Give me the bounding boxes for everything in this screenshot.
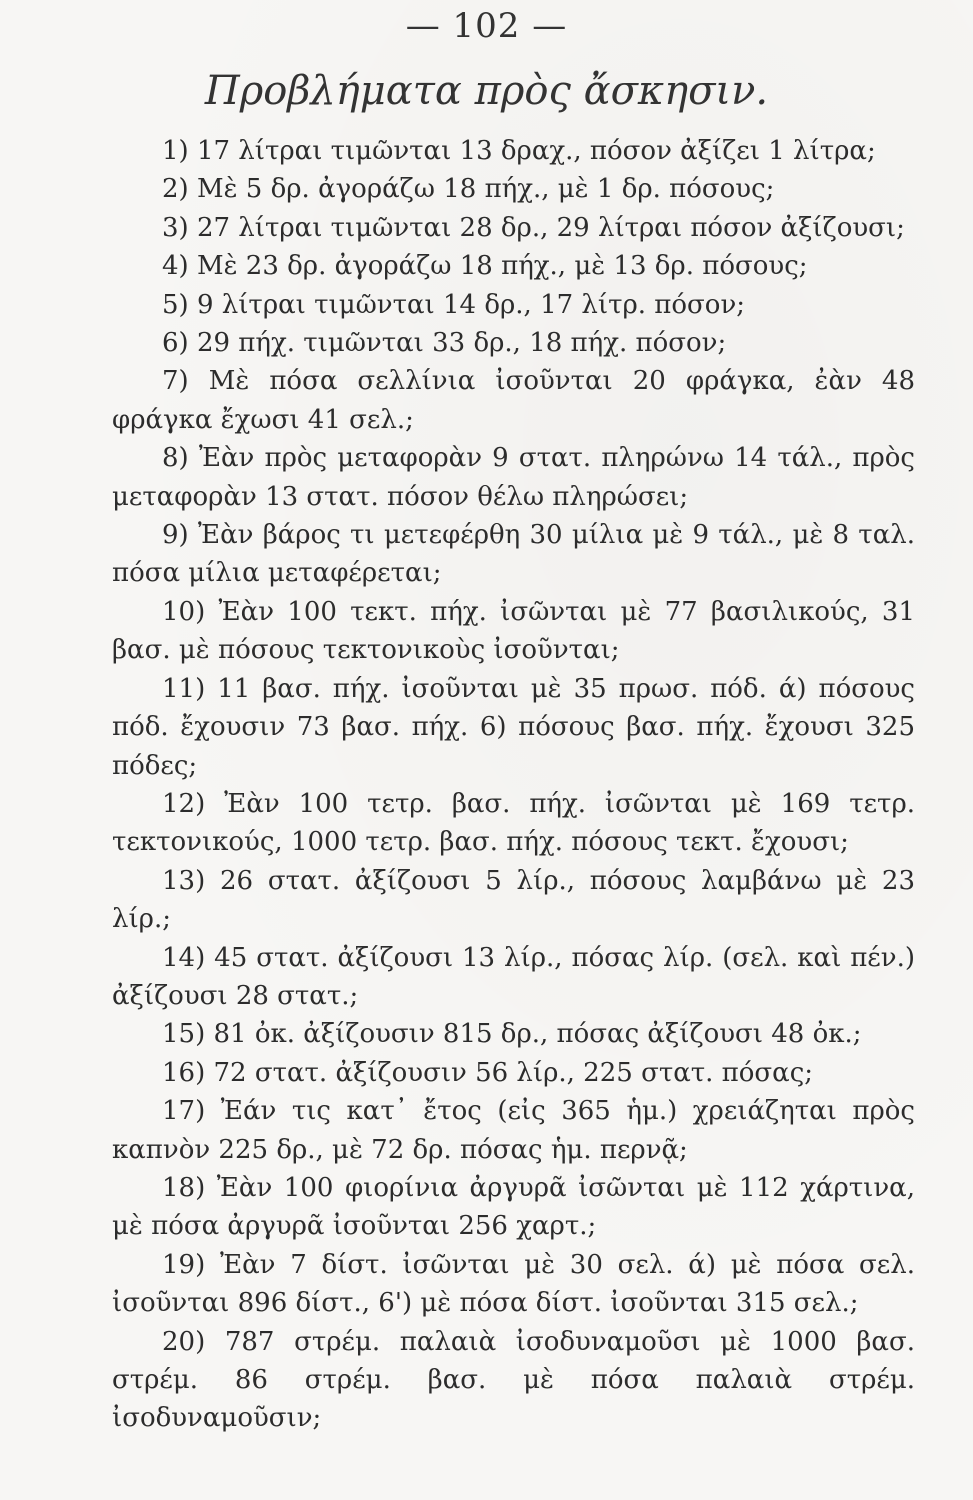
problem-item: 5) 9 λίτραι τιμῶνται 14 δρ., 17 λίτρ. πόσον; <box>162 289 746 320</box>
problem-item: 15) 81 ὀκ. ἀξίζουσιν 815 δρ., πόσας ἀξίζουσι 48 ὀκ.; <box>162 1019 862 1050</box>
problem-item: 17) Ἐάν τις κατ᾽ ἔτος (εἰς 365 ἡμ.) χρειάζηται πρὸς καπνὸν 225 δρ., μὲ 72 δρ. πόσας ἡμ. περνᾷ; <box>112 1096 915 1165</box>
problem-item: 8) Ἐὰν πρὸς μεταφορὰν 9 στατ. πληρώνω 14 τάλ., πρὸς μεταφορὰν 13 στατ. πόσον θέλω πληρώσει; <box>112 443 915 512</box>
problem-item: 20) 787 στρέμ. παλαιὰ ἰσοδυναμοῦσι μὲ 1000 βασ. στρέμ. 86 στρέμ. βασ. μὲ πόσα παλαιὰ στρέμ. ἰσοδυναμοῦσιν; <box>112 1326 915 1434</box>
problem-item: 11) 11 βασ. πήχ. ἰσοῦνται μὲ 35 πρωσ. πόδ. ά) πόσους πόδ. ἔχουσιν 73 βασ. πήχ. 6) πόσους βασ. πήχ. ἔχουσι 325 πόδες; <box>112 673 915 781</box>
problem-item: 13) 26 στατ. ἀξίζουσι 5 λίρ., πόσους λαμβάνω μὲ 23 λίρ.; <box>112 865 915 935</box>
problem-item: 2) Μὲ 5 δρ. ἀγοράζω 18 πήχ., μὲ 1 δρ. πόσους; <box>162 174 775 205</box>
problem-item: 6) 29 πήχ. τιμῶνται 33 δρ., 18 πήχ. πόσον; <box>162 328 727 359</box>
problem-item: 16) 72 στατ. ἀξίζουσιν 56 λίρ., 225 στατ. πόσας; <box>162 1057 814 1088</box>
problem-item: 4) Μὲ 23 δρ. ἀγοράζω 18 πήχ., μὲ 13 δρ. πόσους; <box>162 251 808 282</box>
page-number: — 102 — <box>405 6 568 46</box>
problem-item: 3) 27 λίτραι τιμῶνται 28 δρ., 29 λίτραι πόσον ἀξίζουσι; <box>162 212 905 243</box>
page-title: Προβλήματα πρὸς ἄσκησιν. <box>204 68 769 114</box>
problem-item: 14) 45 στατ. ἀξίζουσι 13 λίρ., πόσας λίρ. (σελ. καὶ πέν.) ἀξίζουσι 28 στατ.; <box>112 942 915 1011</box>
problem-item: 9) Ἐὰν βάρος τι μετεφέρθη 30 μίλια μὲ 9 τάλ., μὲ 8 ταλ. πόσα μίλια μεταφέρεται; <box>112 520 915 589</box>
problem-item: 10) Ἐὰν 100 τεκτ. πήχ. ἰσῶνται μὲ 77 βασιλικούς, 31 βασ. μὲ πόσους τεκτονικοὺς ἰσοῦνται; <box>112 596 915 666</box>
problem-item: 7) Μὲ πόσα σελλίνια ἰσοῦνται 20 φράγκα, ἐὰν 48 φράγκα ἔχωσι 41 σελ.; <box>112 366 915 435</box>
problem-item: 19) Ἐὰν 7 δίστ. ἰσῶνται μὲ 30 σελ. ά) μὲ πόσα σελ. ἰσοῦνται 896 δίστ., 6') μὲ πόσα δίστ. ἰσοῦνται 315 σελ.; <box>112 1249 915 1319</box>
problem-item: 18) Ἐὰν 100 φιορίνια ἀργυρᾶ ἰσῶνται μὲ 112 χάρτινα, μὲ πόσα ἀργυρᾶ ἰσοῦνται 256 χαρτ.; <box>112 1172 915 1242</box>
problem-list <box>112 132 915 1438</box>
problem-item: 12) Ἐὰν 100 τετρ. βασ. πήχ. ἰσῶνται μὲ 169 τετρ. τεκτονικούς, 1000 τετρ. βασ. πήχ. πόσους τεκτ. ἔχουσι; <box>112 788 915 858</box>
problem-item: 1) 17 λίτραι τιμῶνται 13 δραχ., πόσον ἀξίζει 1 λίτρα; <box>162 136 876 166</box>
